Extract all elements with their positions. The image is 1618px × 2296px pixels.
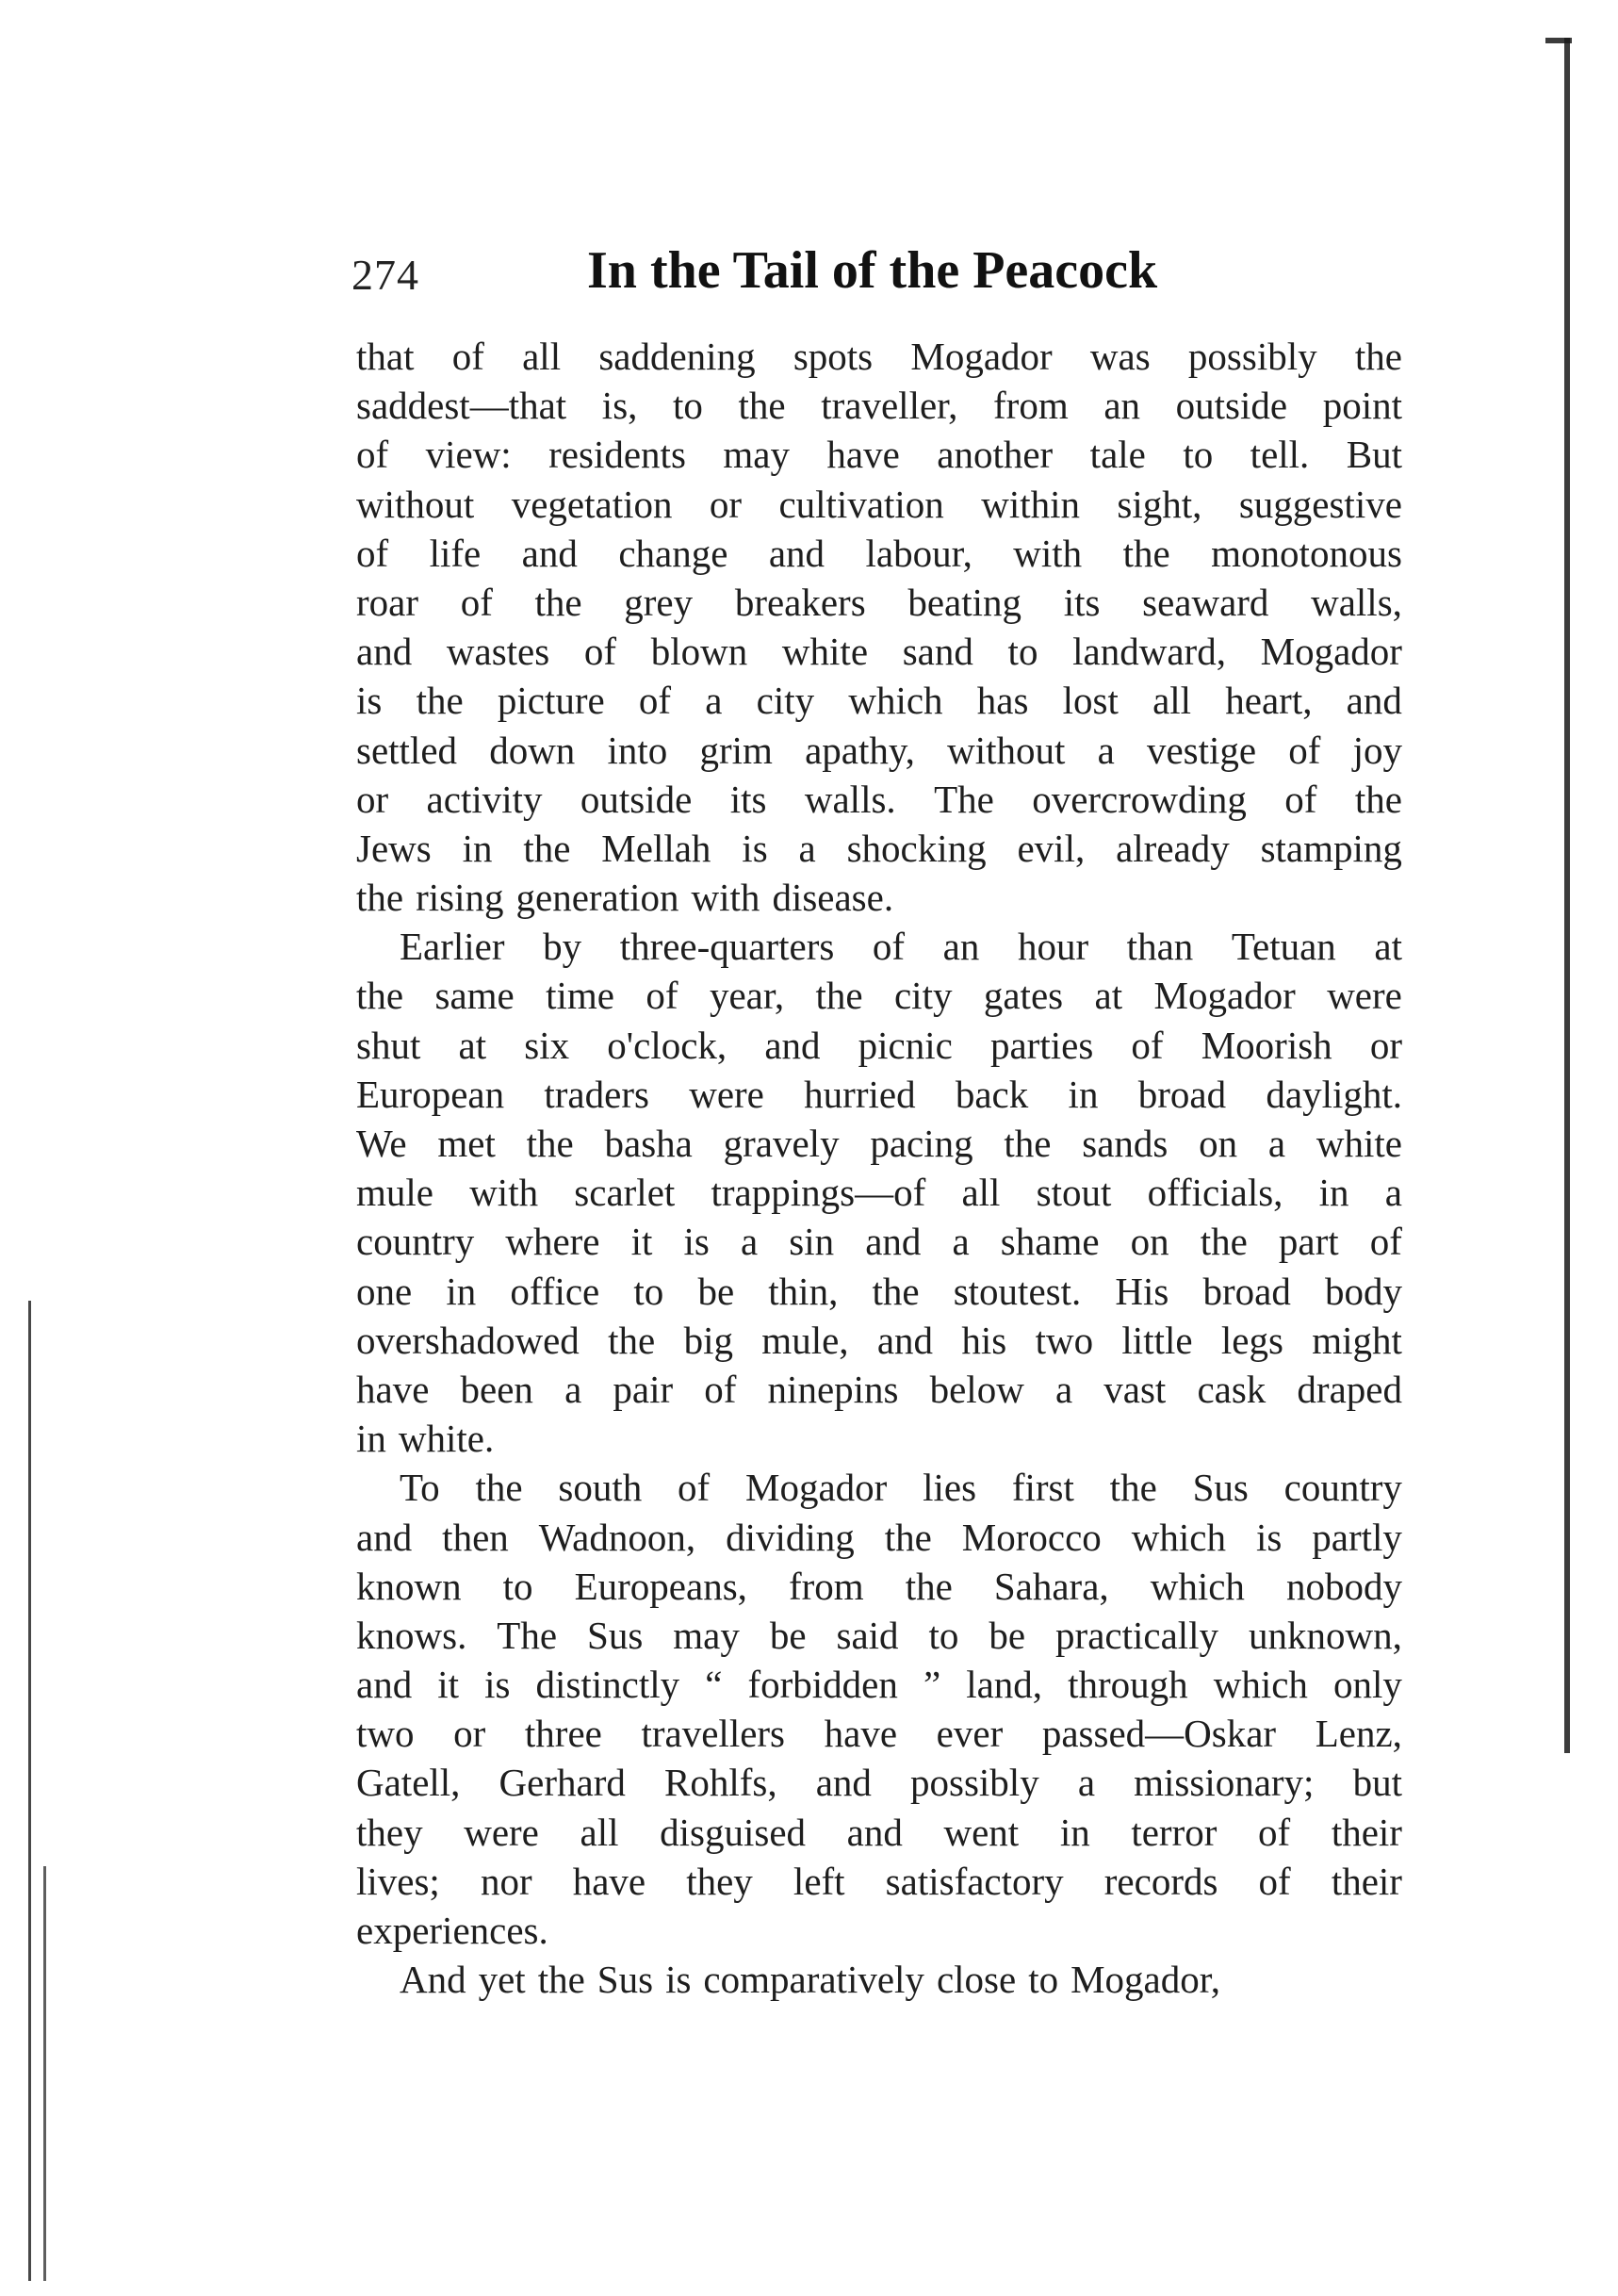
text-line: settled down into grim apathy, without a vestige of joy xyxy=(356,728,1402,772)
text-line: in white. xyxy=(356,1417,495,1461)
text-line: lives; nor have they left satisfactory records of their xyxy=(356,1859,1402,1903)
scan-edge-left-1 xyxy=(28,1301,31,2281)
text-line: of life and change and labour, with the monotonous xyxy=(356,531,1402,575)
text-line: is the picture of a city which has lost all heart, and xyxy=(356,679,1402,723)
text-line: roar of the grey breakers beating its seaward walls, xyxy=(356,580,1402,624)
scan-edge-left-2 xyxy=(43,1866,46,2281)
text-line: the same time of year, the city gates at Mogador were xyxy=(356,974,1402,1018)
running-head xyxy=(351,240,1407,316)
text-line: overshadowed the big mule, and his two little legs might xyxy=(356,1318,1402,1362)
text-line: and wastes of blown white sand to landward, Mogador xyxy=(356,630,1402,674)
text-line: Jews in the Mellah is a shocking evil, already stamping xyxy=(356,826,1402,870)
scan-edge-right xyxy=(1564,38,1570,1753)
scan-edge-right-top xyxy=(1545,38,1572,43)
text-line: they were all disguised and went in terror of their xyxy=(356,1810,1402,1854)
text-line: of view: residents may have another tale to tell. But xyxy=(356,433,1402,477)
running-title: In the Tail of the Peacock xyxy=(587,241,1158,300)
text-line: have been a pair of ninepins below a vast cask draped xyxy=(356,1367,1402,1411)
body-text xyxy=(356,332,1402,2004)
text-line: one in office to be thin, the stoutest. His broad body xyxy=(356,1269,1402,1313)
text-line: shut at six o'clock, and picnic parties of Moorish or xyxy=(356,1023,1402,1067)
text-line: mule with scarlet trappings—of all stout officials, in a xyxy=(356,1171,1402,1215)
text-line: European traders were hurried back in broad daylight. xyxy=(356,1072,1402,1116)
text-line: And yet the Sus is comparatively close to Mogador, xyxy=(400,1958,1221,2002)
text-line: experiences. xyxy=(356,1909,548,1952)
text-line: that of all saddening spots Mogador was possibly the xyxy=(356,335,1402,378)
text-line: known to Europeans, from the Sahara, which nobody xyxy=(356,1564,1402,1608)
paragraph xyxy=(356,1463,1402,1955)
text-line: knows. The Sus may be said to be practically unknown, xyxy=(356,1613,1402,1657)
paragraph xyxy=(356,1955,1402,2004)
text-line: saddest—that is, to the traveller, from an outside point xyxy=(356,384,1402,428)
paragraph xyxy=(356,332,1402,922)
text-line: without vegetation or cultivation within sight, suggestive xyxy=(356,482,1402,526)
text-line: two or three travellers have ever passed—Oskar Lenz, xyxy=(356,1712,1402,1756)
text-line: and it is distinctly “ forbidden ” land, through which only xyxy=(356,1663,1402,1707)
text-line: and then Wadnoon, dividing the Morocco which is partly xyxy=(356,1515,1402,1559)
text-line: Gatell, Gerhard Rohlfs, and possibly a missionary; but xyxy=(356,1761,1402,1805)
text-line: country where it is a sin and a shame on the part of xyxy=(356,1220,1402,1264)
text-line: Earlier by three-quarters of an hour than Tetuan at xyxy=(400,925,1402,969)
paragraph xyxy=(356,922,1402,1463)
text-line: We met the basha gravely pacing the sands on a white xyxy=(356,1122,1402,1165)
text-line: To the south of Mogador lies first the Sus country xyxy=(400,1466,1402,1510)
text-line: or activity outside its walls. The overcrowding of the xyxy=(356,777,1402,821)
text-line: the rising generation with disease. xyxy=(356,876,894,920)
page-number: 274 xyxy=(351,251,419,299)
